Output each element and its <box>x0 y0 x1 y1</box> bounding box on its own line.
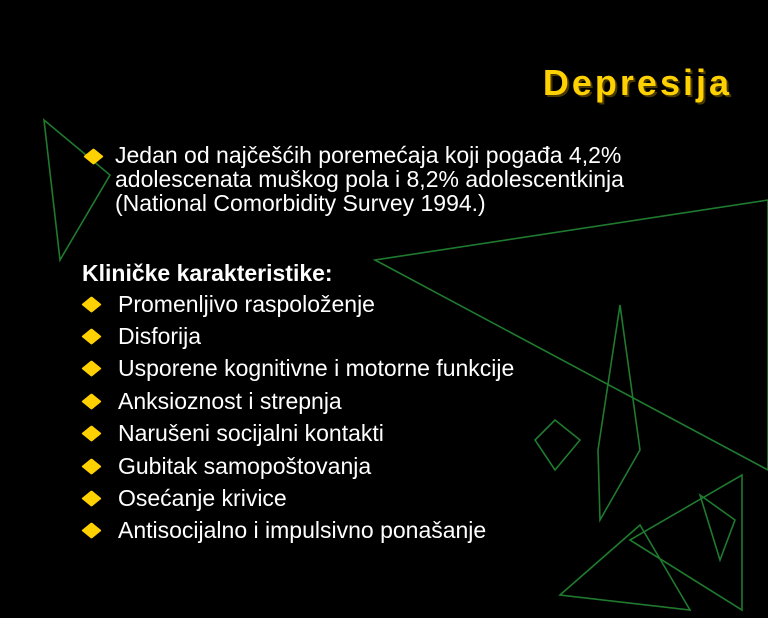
list-item-label: Antisocijalno i impulsivno ponašanje <box>118 516 487 543</box>
list-item <box>82 386 342 416</box>
triangle-bottom-mid <box>560 525 690 610</box>
triangle-bottom-right <box>630 475 742 610</box>
list-item-label: Gubitak samopoštovanja <box>118 452 372 479</box>
diamond-small <box>535 420 580 470</box>
list-item-label: Osećanje krivice <box>118 484 287 511</box>
diamond-bullet-icon <box>81 296 101 312</box>
intro-bullet-text: Jedan od najčešćih poremećaja koji pogađa 4,2% adolescenata muškog pola i 8,2% adolescentkinja (National Comorbidity Survey 1994.) <box>115 142 624 216</box>
diamond-bullet-icon <box>81 425 101 441</box>
diamond-bullet-icon <box>81 328 101 344</box>
list-item-label: Narušeni socijalni kontakti <box>118 419 384 446</box>
list-item <box>82 289 375 319</box>
list-item-label: Promenljivo raspoloženje <box>118 290 375 317</box>
section-heading: Kliničke karakteristike: <box>82 260 333 286</box>
list-item <box>82 418 384 448</box>
list-item <box>82 483 287 513</box>
quad-mid <box>598 305 640 520</box>
diamond-bullet-icon <box>81 490 101 506</box>
diamond-bullet-icon <box>81 458 101 474</box>
triangle-right-big <box>375 200 768 470</box>
list-item <box>82 515 486 545</box>
diamond-bullet-icon <box>81 522 101 538</box>
list-item-label: Disforija <box>118 322 202 349</box>
triangle-left <box>44 120 110 260</box>
list-item-label: Anksioznost i strepnja <box>118 387 342 414</box>
list-item <box>82 451 371 481</box>
diamond-bullet-icon <box>81 360 101 376</box>
slide-title: Depresija <box>542 62 732 103</box>
triangle-lower-small <box>700 495 735 560</box>
diamond-bullet-icon <box>81 393 101 409</box>
list-item <box>82 321 201 351</box>
list-item <box>82 353 514 383</box>
list-item-label: Usporene kognitivne i motorne funkcije <box>118 354 515 381</box>
